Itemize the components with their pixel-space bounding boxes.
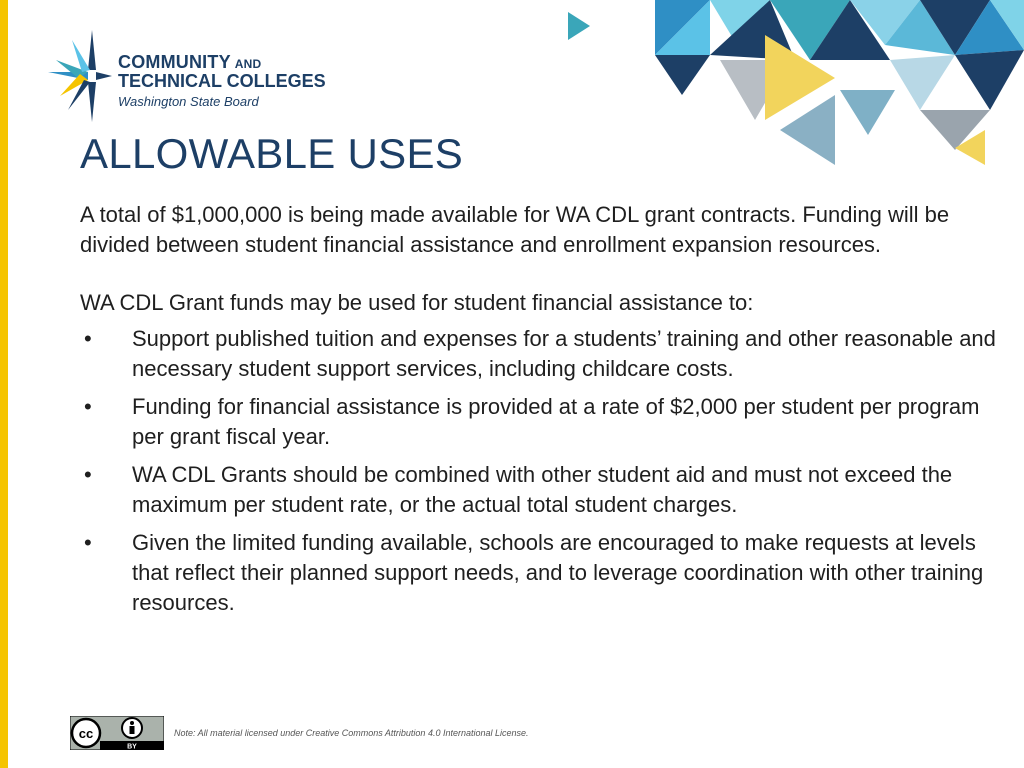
intro-paragraph: A total of $1,000,000 is being made available for WA CDL grant contracts. Funding will be divided between student financial assistance and enrollment expansion resources.: [80, 202, 950, 257]
bullet-icon: •: [84, 530, 92, 555]
organization-logo[interactable]: [48, 30, 348, 122]
list-item-text: Funding for financial assistance is provided at a rate of $2,000 per student per program per grant fiscal year.: [132, 394, 980, 449]
logo-line-3: Washington State Board: [118, 94, 259, 109]
logo-line-2: TECHNICAL COLLEGES: [118, 71, 326, 91]
creative-commons-badge-icon[interactable]: [70, 716, 164, 750]
logo-and-text: AND: [234, 57, 262, 71]
list-item: [80, 460, 1000, 520]
cc-by-label: BY: [127, 743, 137, 750]
left-accent-bar: [0, 0, 8, 768]
bullet-icon: •: [84, 394, 92, 419]
slide-body: [80, 200, 1000, 626]
list-item-text: Given the limited funding available, schools are encouraged to make requests at levels that reflect their planned support needs, and to leverage coordination with other training resources.: [132, 530, 984, 615]
lead-sentence: WA CDL Grant funds may be used for student financial assistance to:: [80, 290, 754, 315]
logo-star-icon: [48, 30, 112, 122]
list-item: [80, 528, 1000, 618]
decorative-triangles: [560, 0, 1024, 175]
list-item: [80, 392, 1000, 452]
license-note: Note: All material licensed under Creative Commons Attribution 4.0 International License.: [174, 728, 529, 738]
list-item: [80, 324, 1000, 384]
bullet-list: [80, 324, 1000, 618]
list-item-text: WA CDL Grants should be combined with other student aid and must not exceed the maximum per student rate, or the actual total student charges.: [132, 462, 953, 517]
list-item-text: Support published tuition and expenses for a students’ training and other reasonable and necessary student support services, including childcare costs.: [132, 326, 996, 381]
svg-text:cc: cc: [78, 726, 94, 741]
slide-title: ALLOWABLE USES: [80, 130, 464, 177]
logo-line-1: COMMUNITY AND: [118, 52, 262, 72]
bullet-icon: •: [84, 326, 92, 351]
bullet-icon: •: [84, 462, 92, 487]
